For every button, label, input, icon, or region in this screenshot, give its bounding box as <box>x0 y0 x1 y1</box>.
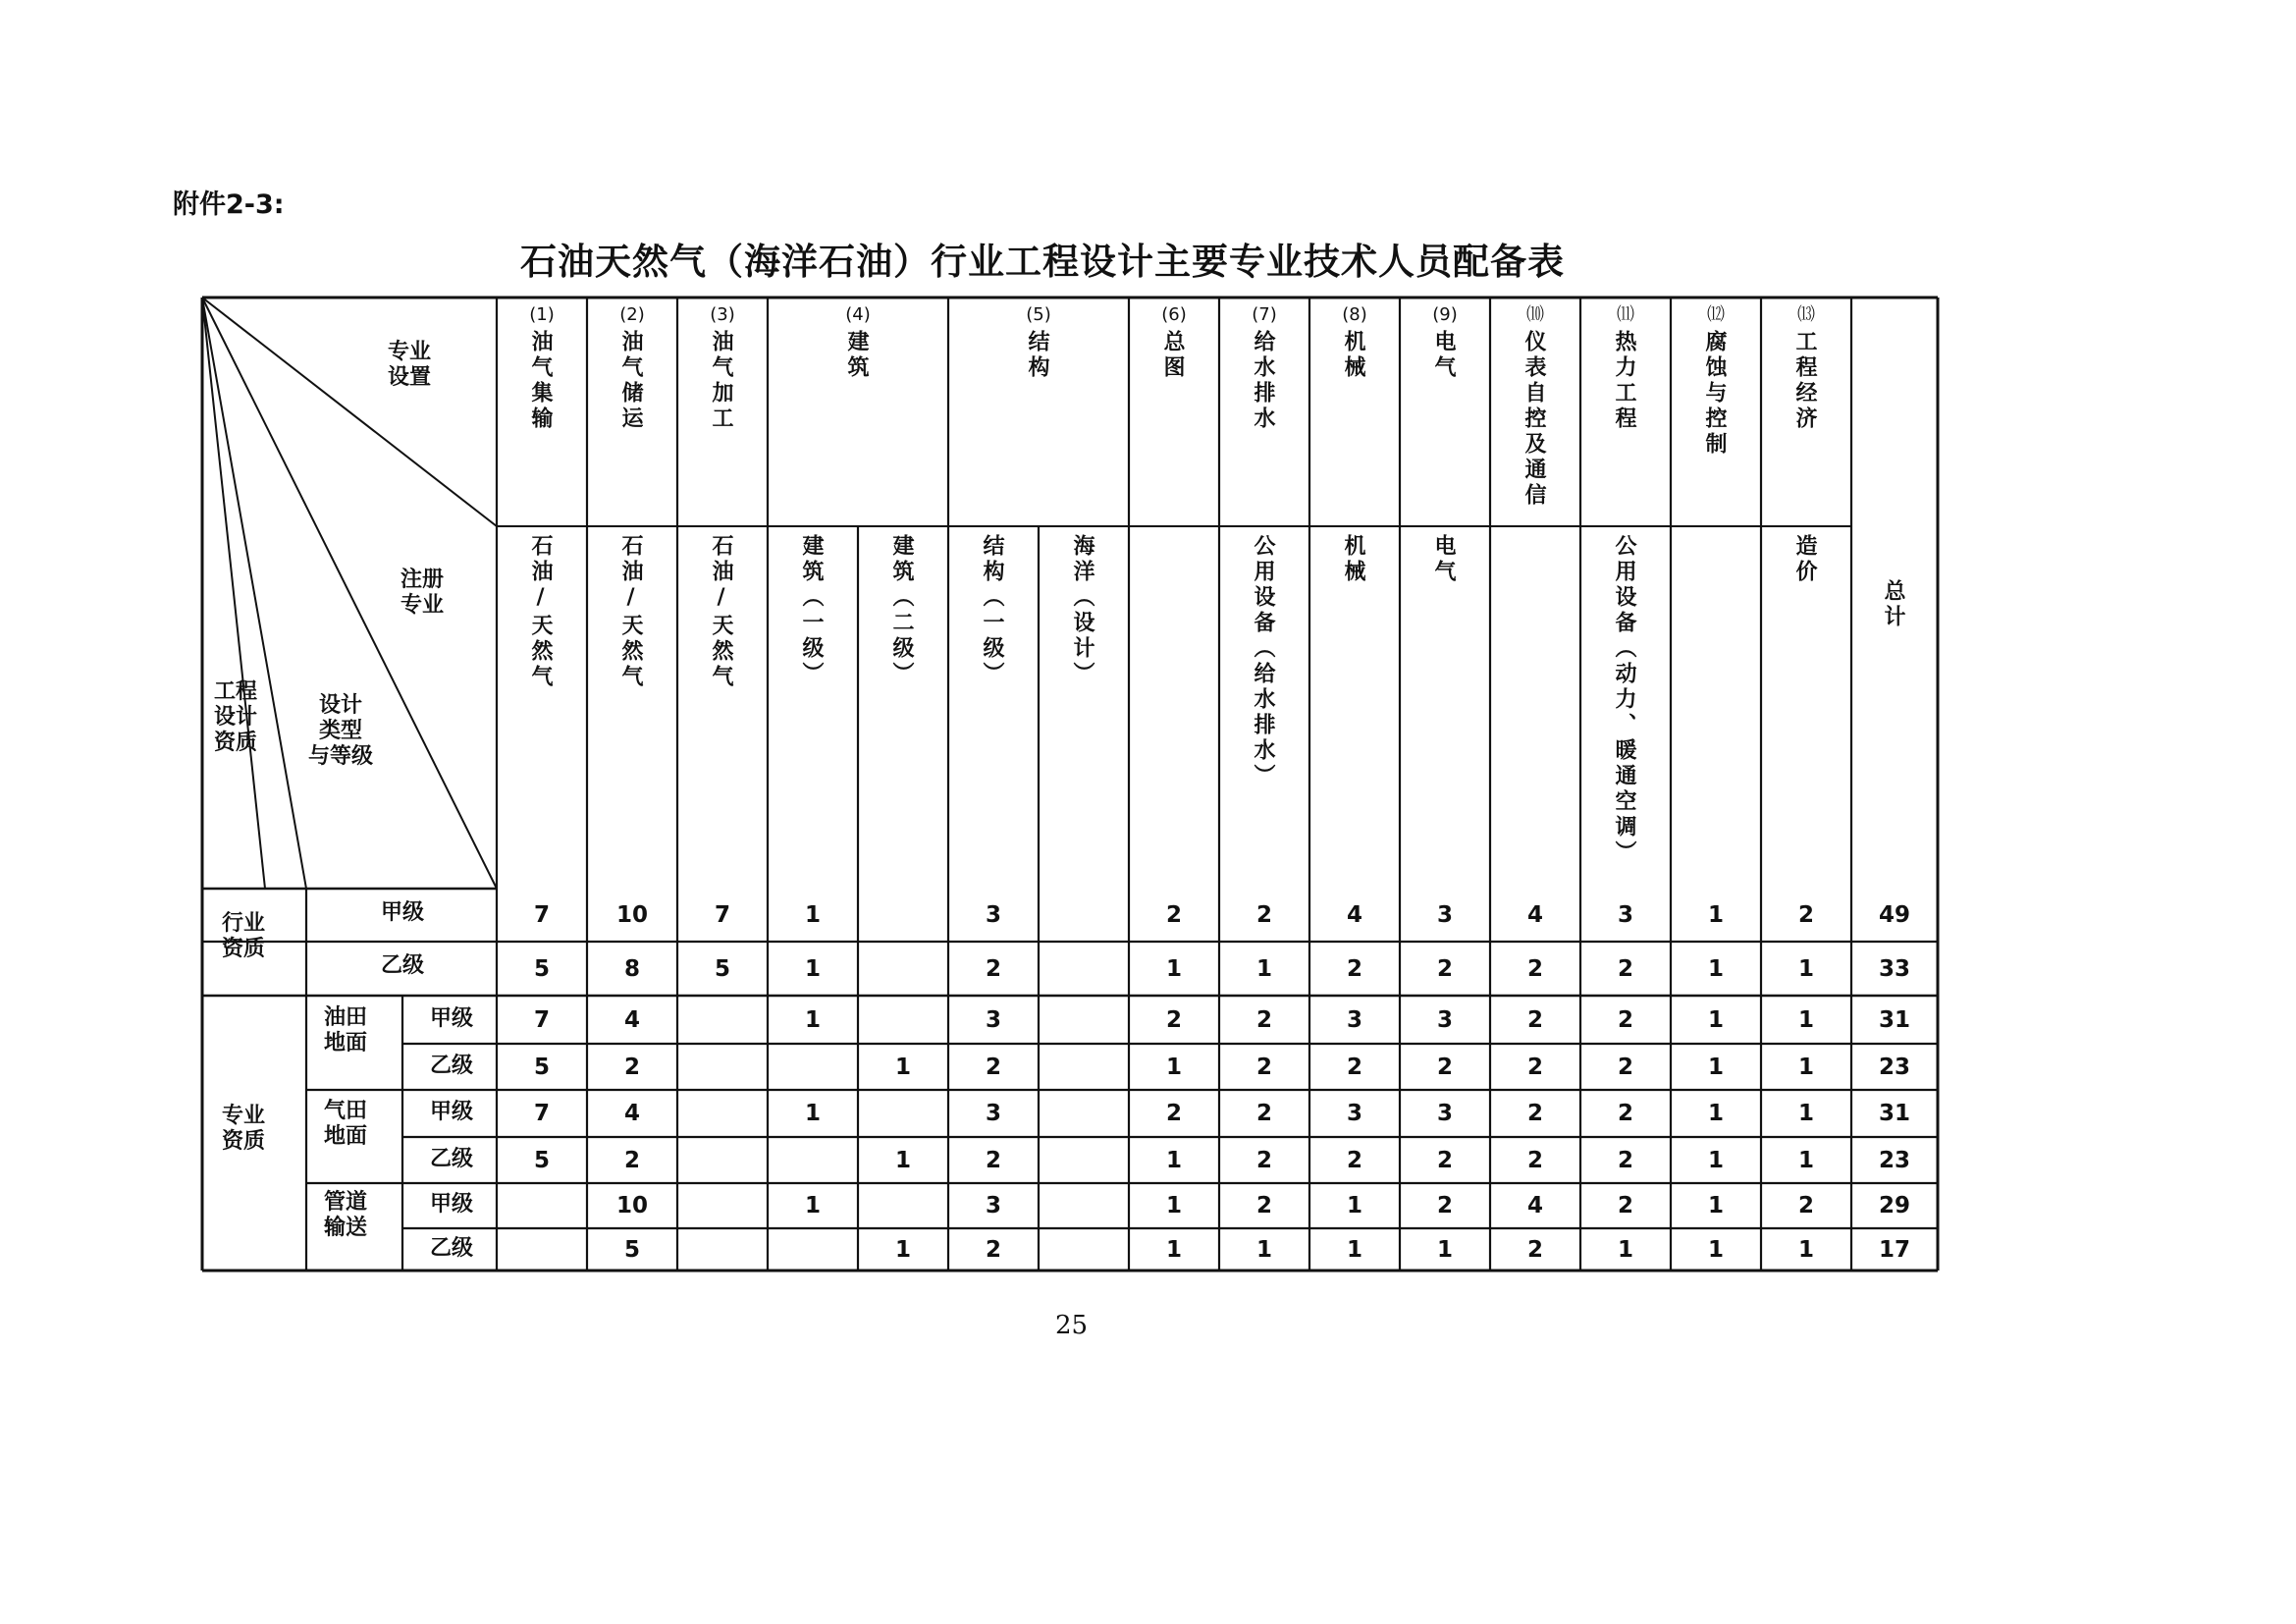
table-cell: 2 <box>623 1054 641 1080</box>
registered-profession: 建筑（二级） <box>889 534 914 687</box>
table-cell: 1 <box>804 1006 822 1033</box>
table-cell-total: 23 <box>1878 1147 1911 1173</box>
table-cell-total: 17 <box>1878 1236 1911 1263</box>
table-cell: 1 <box>1165 1193 1183 1218</box>
specialty-number: (1) <box>529 304 555 325</box>
table-cell: 7 <box>533 1101 551 1126</box>
specialty-number: (4) <box>845 304 871 325</box>
table-cell: 2 <box>1617 1147 1634 1173</box>
table-cell: 7 <box>533 902 551 928</box>
table-cell: 10 <box>615 902 649 928</box>
table-cell: 1 <box>1165 1054 1183 1080</box>
table-cell: 3 <box>1436 1101 1454 1126</box>
table-cell: 3 <box>1617 902 1634 928</box>
table-cell: 2 <box>1617 1054 1634 1080</box>
table-cell: 1 <box>1255 955 1273 982</box>
table-cell: 2 <box>1526 1006 1544 1033</box>
table-cell: 1 <box>804 955 822 982</box>
table-cell: 2 <box>1255 1147 1273 1173</box>
table-cell: 2 <box>1436 1054 1454 1080</box>
table-cell: 1 <box>1707 1006 1725 1033</box>
grade-label-yi: 乙级 <box>429 1053 473 1078</box>
corner-label-qualification: 工程 设计 资质 <box>214 679 258 755</box>
specialty-name: 工程经济 <box>1792 330 1817 432</box>
table-cell: 5 <box>533 1147 551 1173</box>
registered-profession: 造价 <box>1792 534 1817 585</box>
specialty-number: (8) <box>1342 304 1367 325</box>
table-cell: 5 <box>533 955 551 982</box>
table-cell: 2 <box>1165 902 1183 928</box>
table-cell: 1 <box>1617 1236 1634 1263</box>
table-cell: 4 <box>1346 902 1363 928</box>
specialty-number: ⑾ <box>1617 304 1634 325</box>
table-cell: 2 <box>1255 902 1273 928</box>
corner-label-design-type: 设计 类型 与等级 <box>308 693 374 769</box>
table-cell: 2 <box>1255 1054 1273 1080</box>
table-cell: 1 <box>1165 955 1183 982</box>
table-cell: 1 <box>804 1193 822 1218</box>
table-cell: 1 <box>1707 902 1725 928</box>
specialty-number: (6) <box>1161 304 1187 325</box>
registered-profession: 海洋（设计） <box>1070 534 1095 687</box>
total-header: 总计 <box>1881 579 1905 630</box>
registered-profession: 公用设备（动力、暖通空调） <box>1612 534 1636 866</box>
table-cell: 1 <box>804 902 822 928</box>
table-cell: 1 <box>1797 955 1815 982</box>
registered-profession: 石油/天然气 <box>709 534 733 690</box>
table-cell: 4 <box>1526 1193 1544 1218</box>
table-cell: 2 <box>1617 1101 1634 1126</box>
table-cell: 1 <box>1797 1147 1815 1173</box>
table-cell: 3 <box>985 902 1002 928</box>
page-number: 25 <box>1055 1311 1089 1340</box>
specialty-number: (9) <box>1432 304 1458 325</box>
table-cell: 1 <box>1707 1236 1725 1263</box>
grade-label-yi: 乙级 <box>429 1146 473 1171</box>
table-cell: 1 <box>1797 1236 1815 1263</box>
table-cell: 2 <box>1797 1193 1815 1218</box>
table-cell: 2 <box>1797 902 1815 928</box>
specialty-name: 机械 <box>1341 330 1365 381</box>
table-cell: 2 <box>985 1147 1002 1173</box>
table-cell: 2 <box>1617 1193 1634 1218</box>
attachment-label: 附件2-3: <box>173 189 285 220</box>
registered-profession: 建筑（一级） <box>799 534 824 687</box>
table-cell: 2 <box>1617 955 1634 982</box>
table-cell: 3 <box>985 1006 1002 1033</box>
table-cell: 1 <box>1255 1236 1273 1263</box>
specialty-number: (2) <box>619 304 645 325</box>
registered-profession: 结构（一级） <box>980 534 1004 687</box>
table-cell: 8 <box>623 955 641 982</box>
table-cell: 2 <box>1346 955 1363 982</box>
table-cell: 1 <box>894 1147 912 1173</box>
table-cell-total: 33 <box>1878 955 1911 982</box>
registered-profession: 石油/天然气 <box>528 534 553 690</box>
table-cell: 2 <box>1526 955 1544 982</box>
group-oilfield-surface: 油田 地面 <box>324 1005 368 1056</box>
specialty-number: ⑿ <box>1707 304 1725 325</box>
table-cell: 2 <box>1617 1006 1634 1033</box>
table-cell: 1 <box>1797 1006 1815 1033</box>
table-cell: 2 <box>1165 1101 1183 1126</box>
registered-profession: 石油/天然气 <box>618 534 643 690</box>
table-cell: 4 <box>623 1006 641 1033</box>
table-cell: 2 <box>1436 1193 1454 1218</box>
specialty-name: 油气储运 <box>618 330 643 432</box>
table-cell: 2 <box>985 955 1002 982</box>
specialty-name: 仪表自控及通信 <box>1522 330 1546 509</box>
table-cell: 3 <box>1346 1006 1363 1033</box>
grade-label-jia: 甲级 <box>429 1100 473 1124</box>
specialty-number: (5) <box>1026 304 1051 325</box>
table-cell: 7 <box>533 1006 551 1033</box>
group-specialty-qualification: 专业 资质 <box>222 1104 266 1154</box>
table-cell: 1 <box>894 1236 912 1263</box>
table-cell: 5 <box>714 955 731 982</box>
table-cell: 5 <box>623 1236 641 1263</box>
table-cell-total: 29 <box>1878 1193 1911 1218</box>
specialty-name: 总图 <box>1160 330 1185 381</box>
grade-label-jia: 甲级 <box>380 900 424 925</box>
table-cell: 1 <box>804 1101 822 1126</box>
table-cell: 1 <box>1707 1101 1725 1126</box>
specialty-name: 油气集输 <box>528 330 553 432</box>
grade-label-jia: 甲级 <box>429 1192 473 1217</box>
specialty-name: 给水排水 <box>1251 330 1275 432</box>
table-cell: 2 <box>1346 1147 1363 1173</box>
specialty-number: (7) <box>1252 304 1277 325</box>
page-title: 石油天然气（海洋石油）行业工程设计主要专业技术人员配备表 <box>520 241 1565 283</box>
corner-label-specialty: 专业 设置 <box>388 340 432 390</box>
registered-profession: 电气 <box>1431 534 1456 585</box>
table-cell: 2 <box>985 1054 1002 1080</box>
specialty-name: 电气 <box>1431 330 1456 381</box>
table-cell: 3 <box>1436 902 1454 928</box>
table-cell: 3 <box>985 1193 1002 1218</box>
table-cell: 1 <box>1346 1193 1363 1218</box>
table-cell: 1 <box>1436 1236 1454 1263</box>
table-cell-total: 49 <box>1878 902 1911 928</box>
table-cell: 2 <box>1346 1054 1363 1080</box>
table-cell: 2 <box>1165 1006 1183 1033</box>
table-cell: 2 <box>1255 1006 1273 1033</box>
table-cell-total: 31 <box>1878 1006 1911 1033</box>
group-industry-qualification: 行业 资质 <box>222 911 266 961</box>
table-cell: 1 <box>1707 955 1725 982</box>
grade-label-yi: 乙级 <box>429 1235 473 1261</box>
table-cell: 1 <box>1707 1147 1725 1173</box>
table-cell: 5 <box>533 1054 551 1080</box>
table-cell: 1 <box>1165 1236 1183 1263</box>
table-cell: 3 <box>1346 1101 1363 1126</box>
registered-profession: 公用设备（给水排水） <box>1251 534 1275 789</box>
table-cell-total: 31 <box>1878 1101 1911 1126</box>
table-cell: 2 <box>1526 1147 1544 1173</box>
specialty-name: 建筑 <box>844 330 869 381</box>
table-cell-total: 23 <box>1878 1054 1911 1080</box>
table-cell: 2 <box>1255 1193 1273 1218</box>
specialty-name: 腐蚀与控制 <box>1702 330 1727 458</box>
table-cell: 4 <box>1526 902 1544 928</box>
table-cell: 2 <box>1526 1236 1544 1263</box>
group-pipeline-transport: 管道 输送 <box>324 1190 368 1240</box>
table-cell: 1 <box>1797 1101 1815 1126</box>
table-cell: 2 <box>1526 1054 1544 1080</box>
group-gasfield-surface: 气田 地面 <box>324 1099 368 1149</box>
table-cell: 1 <box>1797 1054 1815 1080</box>
specialty-number: ⑽ <box>1526 304 1544 325</box>
table-cell: 2 <box>1255 1101 1273 1126</box>
specialty-name: 热力工程 <box>1612 330 1636 432</box>
specialty-number: ⒀ <box>1797 304 1815 325</box>
specialty-name: 结构 <box>1025 330 1049 381</box>
table-cell: 7 <box>714 902 731 928</box>
specialty-name: 油气加工 <box>709 330 733 432</box>
table-cell: 1 <box>894 1054 912 1080</box>
table-cell: 2 <box>623 1147 641 1173</box>
corner-label-registered: 注册 专业 <box>400 568 445 618</box>
table-cell: 2 <box>1526 1101 1544 1126</box>
table-cell: 1 <box>1346 1236 1363 1263</box>
table-cell: 1 <box>1165 1147 1183 1173</box>
table-cell: 1 <box>1707 1193 1725 1218</box>
table-cell: 10 <box>615 1193 649 1218</box>
registered-profession: 机械 <box>1341 534 1365 585</box>
table-cell: 1 <box>1707 1054 1725 1080</box>
table-cell: 2 <box>1436 955 1454 982</box>
table-cell: 2 <box>1436 1147 1454 1173</box>
grade-label-jia: 甲级 <box>429 1005 473 1031</box>
table-cell: 2 <box>985 1236 1002 1263</box>
specialty-number: (3) <box>710 304 735 325</box>
table-cell: 3 <box>1436 1006 1454 1033</box>
table-cell: 3 <box>985 1101 1002 1126</box>
table-cell: 4 <box>623 1101 641 1126</box>
grade-label-yi: 乙级 <box>380 953 424 978</box>
